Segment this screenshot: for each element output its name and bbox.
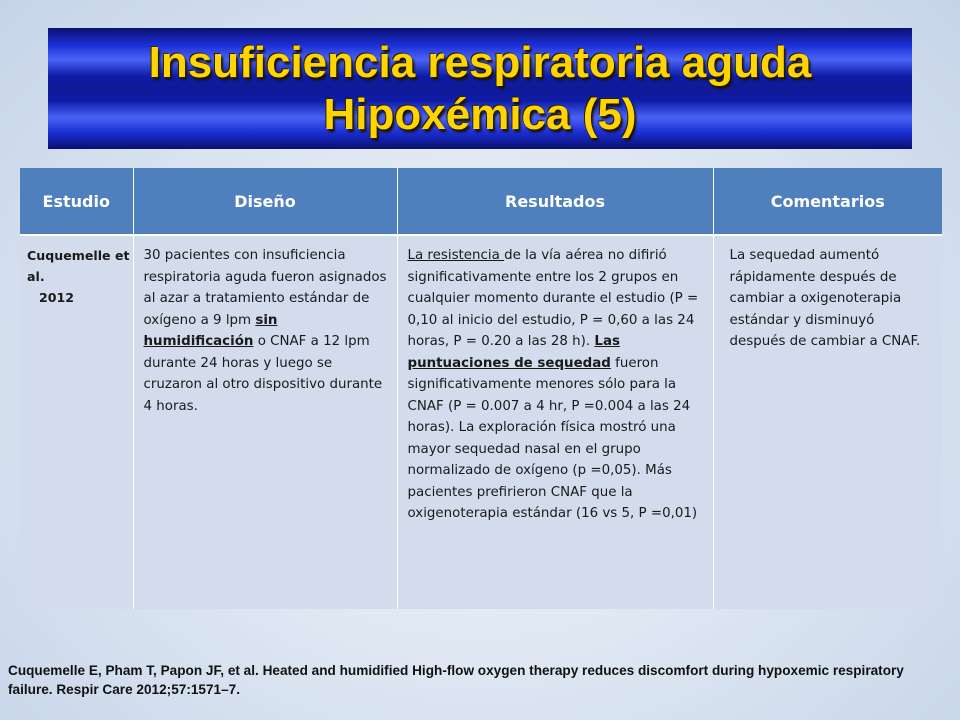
comments-cell <box>713 235 942 609</box>
design-text-1: 30 pacientes con insuficiencia respiratoria aguda fueron asignados al azar a tratamiento estándar de oxígeno a 9 lpm <box>143 248 387 328</box>
results-text-1: de la vía aérea no difirió significativamente entre los 2 grupos en cualquier momento durante el estudio (P = 0,10 al inicio del estudio, P = 0,60 a las 24 horas, P = 0.20 a las 28 h). <box>407 248 699 349</box>
title-banner <box>48 28 912 149</box>
design-text-2: o CNAF a 12 lpm durante 24 horas y luego se cruzaron al otro dispositivo durante 4 horas. <box>143 334 383 414</box>
header-comentarios: Comentarios <box>713 168 942 235</box>
citation: Cuquemelle E, Pham T, Papon JF, et al. Heated and humidified High-flow oxygen therapy reduces discomfort during hypoxemic respiratory failure. Respir Care 2012;57:1571–7. <box>8 663 904 697</box>
title-line-1: Insuficiencia respiratoria aguda <box>148 37 812 87</box>
study-cell <box>20 235 133 609</box>
results-highlight-2: Las puntuaciones de sequedad <box>407 334 620 371</box>
header-estudio: Estudio <box>20 168 133 235</box>
header-resultados: Resultados <box>397 168 713 235</box>
study-year: 2012 <box>39 290 75 305</box>
results-highlight-1: La resistencia <box>407 248 505 263</box>
design-highlight: sin humidificación <box>143 312 278 349</box>
title-line-2: Hipoxémica (5) <box>323 89 637 139</box>
results-cell <box>397 235 713 609</box>
header-diseno: Diseño <box>133 168 397 235</box>
design-cell <box>133 235 397 609</box>
table-row <box>20 235 942 609</box>
table-header-row <box>20 168 942 235</box>
comments-text: La sequedad aumentó rápidamente después de cambiar a oxigenoterapia estándar y disminuyó después de cambiar a CNAF. <box>729 248 921 349</box>
study-authors: Cuquemelle et al. <box>27 248 130 284</box>
slide-title <box>48 28 912 149</box>
study-table <box>20 168 942 609</box>
results-text-2: fueron significativamente menores sólo para la CNAF (P = 0.007 a 4 hr, P =0.004 a las 24 horas). La exploración física mostró una mayor sequedad nasal en el grupo normalizado de oxígeno (p =0,05). Más pacientes prefirieron CNAF que la oxigenoterapia estándar (16 vs 5, P =0,01) <box>407 355 698 521</box>
